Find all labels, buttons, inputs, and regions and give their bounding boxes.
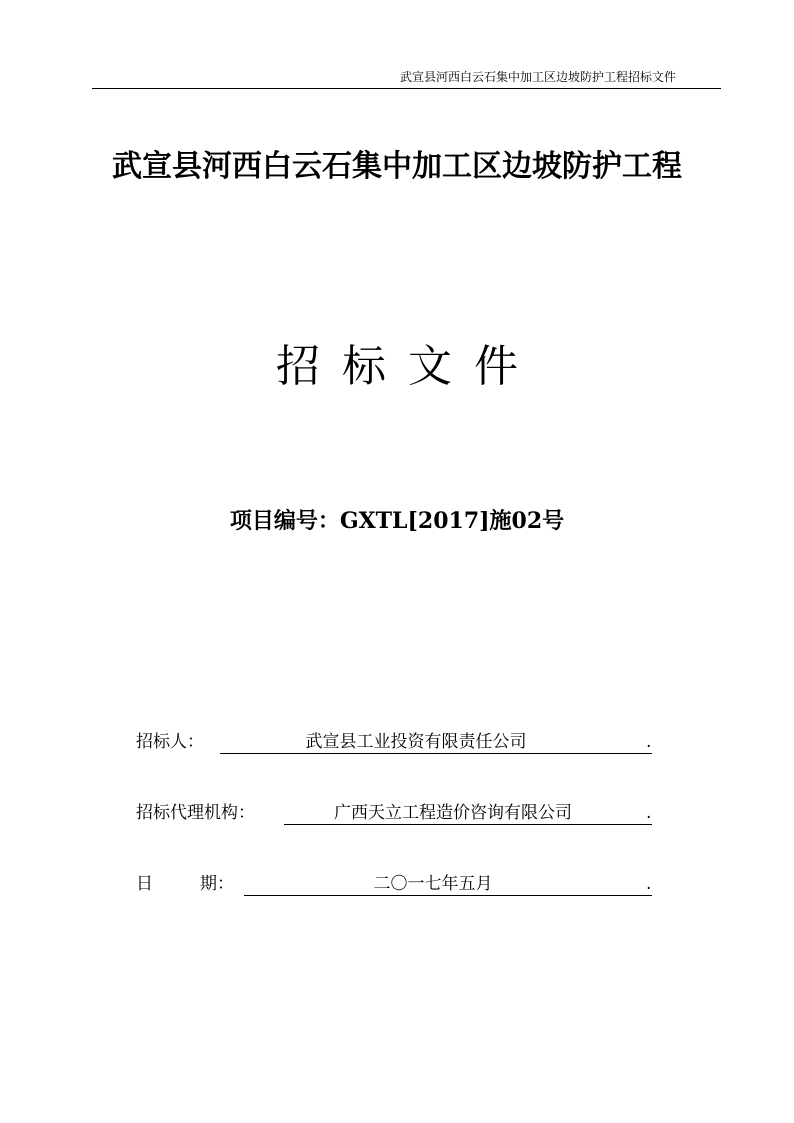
- date-underline: [244, 871, 652, 896]
- date-label-first: 日: [136, 874, 153, 894]
- project-number: 项目编号：GXTL[2017]施02号: [229, 508, 565, 534]
- document-title-char: 标: [342, 341, 386, 392]
- header-divider: [92, 88, 721, 89]
- tenderer-row: [136, 729, 656, 755]
- project-title: 武宣县河西白云石集中加工区边坡防护工程: [112, 149, 682, 184]
- date-value: 二〇一七年五月: [373, 874, 493, 894]
- agency-underline: [284, 800, 652, 825]
- tenderer-underline: [220, 729, 652, 754]
- document-title-char: 件: [474, 341, 518, 392]
- date-row: [136, 871, 656, 897]
- running-header-title: 武宣县河西白云石集中加工区边坡防护工程招标文件: [400, 70, 677, 84]
- agency-row: [136, 800, 656, 826]
- date-end-mark: .: [646, 874, 652, 894]
- document-title-char: 文: [408, 341, 452, 392]
- tenderer-value: 武宣县工业投资有限责任公司: [305, 732, 527, 752]
- agency-end-mark: .: [646, 803, 652, 823]
- tenderer-label: 招标人：: [136, 732, 204, 752]
- document-title: [0, 338, 794, 396]
- agency-label: 招标代理机构：: [136, 803, 255, 823]
- document-title-char: 招: [276, 341, 320, 392]
- date-label-second: 期：: [200, 874, 234, 894]
- agency-value: 广西天立工程造价咨询有限公司: [334, 803, 572, 823]
- tenderer-end-mark: .: [646, 732, 652, 752]
